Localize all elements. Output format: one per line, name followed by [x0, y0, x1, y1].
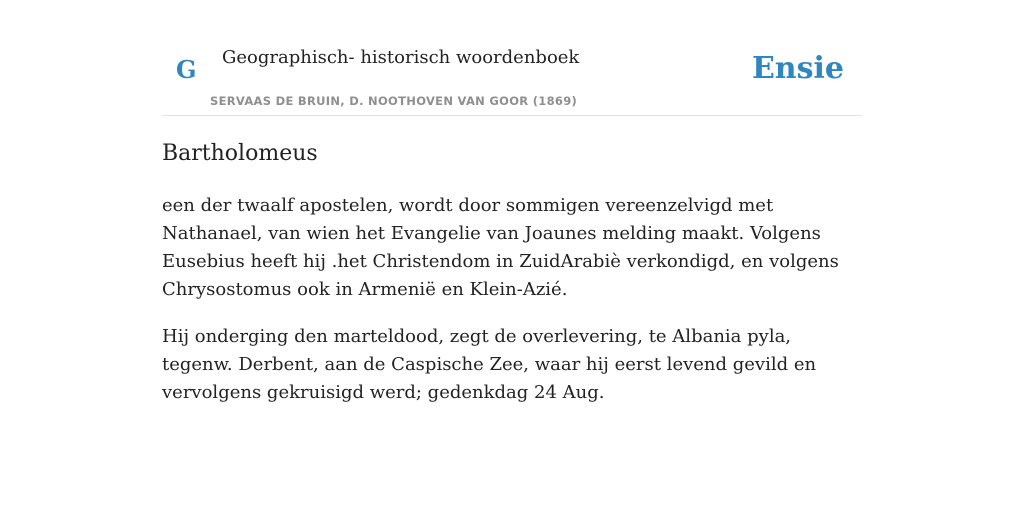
book-header — [162, 0, 862, 116]
entry-title: Bartholomeus — [162, 141, 318, 166]
book-logo[interactable]: G — [176, 55, 197, 84]
book-authors: SERVAAS DE BRUIN, D. NOOTHOVEN VAN GOOR (1869) — [210, 94, 578, 108]
book-title-link[interactable]: Geographisch- historisch woordenboek — [222, 47, 580, 68]
page — [162, 0, 862, 403]
entry-paragraph: een der twaalf apostelen, wordt door sommigen vereenzelvigd met Nathanael, van wien het Evangelie van Joaunes melding maakt. Volgens Eusebius heeft hij .het Christendom in ZuidArabiè verkondigd, en volgens Chrysostomus ook in Armenië en Klein-Azié. — [162, 195, 839, 300]
ensie-logo-link[interactable]: Ensie — [751, 51, 844, 86]
entry-paragraph: Hij onderging den marteldood, zegt de overlevering, te Albania pyla, tegenw. Derbent, aan de Caspische Zee, waar hij eerst levend gevild en vervolgens gekruisigd werd; gedenkdag 24 Aug. — [162, 326, 817, 403]
